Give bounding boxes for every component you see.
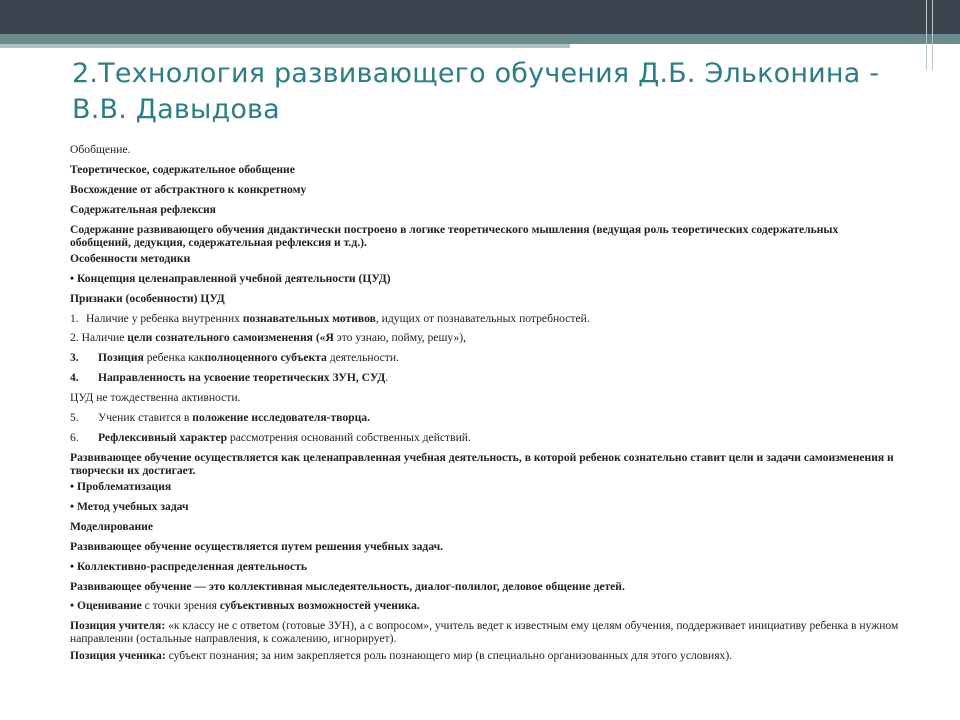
text-line: • Проблематизация bbox=[70, 480, 172, 494]
slide-title: 2.Технология развивающего обучения Д.Б. Эльконина - В.В. Давыдова bbox=[72, 58, 880, 125]
text-line: Развивающее обучение осуществляется путем решения учебных задач. bbox=[70, 539, 444, 553]
text-line: • Коллективно-распределенная деятельность bbox=[70, 559, 307, 573]
text-line: Обобщение. bbox=[70, 143, 131, 156]
text-line: Моделирование bbox=[70, 519, 153, 533]
text-line: Развивающее обучение — это коллективная мыследеятельность, диалог-полилог, деловое общение детей. bbox=[70, 579, 625, 593]
header-bar bbox=[0, 0, 960, 34]
header-stripe bbox=[0, 34, 960, 44]
list-item: 6. Рефлексивный характер рассмотрения оснований собственных действий. bbox=[70, 430, 471, 444]
text-line: Признаки (особенности) ЦУД bbox=[70, 291, 225, 305]
text-line: ЦУД не тождественна активности. bbox=[70, 391, 241, 405]
list-item: 5. Ученик ставится в положение исследователя-творца. bbox=[70, 410, 370, 424]
text-line: • Оценивание с точки зрения субъективных возможностей ученика. bbox=[70, 599, 420, 613]
list-item: 4. Направленность на усвоение теоретических ЗУН, СУД. bbox=[70, 371, 389, 385]
text-line: Развивающее обучение осуществляется как целенаправленная учебная деятельность, в которой ребенок сознательно ставит цели и задачи самоизменения и творчески их достигает. bbox=[70, 450, 894, 477]
list-item: 2. Наличие цели сознательного самоизменения («Я это узнаю, пойму, решу»), bbox=[70, 331, 467, 345]
text-line: Теоретическое, содержательное обобщение bbox=[70, 162, 295, 176]
text-line: • Концепция целенаправленной учебной деятельности (ЦУД) bbox=[70, 271, 391, 285]
text-line: • Метод учебных задач bbox=[70, 499, 189, 513]
list-item: 1. Наличие у ребенка внутренних познавательных мотивов, идущих от познавательных потребностей. bbox=[70, 311, 590, 325]
text-line: Содержание развивающего обучения дидактически построено в логике теоретического мышления (ведущая роль теоретических содержательных обобщений, дедукция, содержательная рефлексия и т.д.). bbox=[70, 222, 839, 249]
text-line: Позиция ученика: субъект познания; за ним закрепляется роль познающего мир (в специально организованных для этого условиях). bbox=[70, 648, 733, 662]
text-line: Особенности методики bbox=[70, 251, 191, 265]
slide-body bbox=[70, 143, 900, 665]
header-stripe-light bbox=[0, 44, 570, 48]
text-line: Восхождение от абстрактного к конкретному bbox=[70, 182, 307, 196]
text-line: Позиция учителя: «к классу не с ответом (готовые ЗУН), а с вопросом», учитель ведет к известным ему целям обучения, поддерживает инициативу ребенка в нужном направлении (остальные направления, к сожалению, игнорирует). bbox=[70, 619, 899, 646]
list-item: 3. Позиция ребенка какполноценного субъекта деятельности. bbox=[70, 351, 399, 365]
text-line: Содержательная рефлексия bbox=[70, 202, 216, 216]
